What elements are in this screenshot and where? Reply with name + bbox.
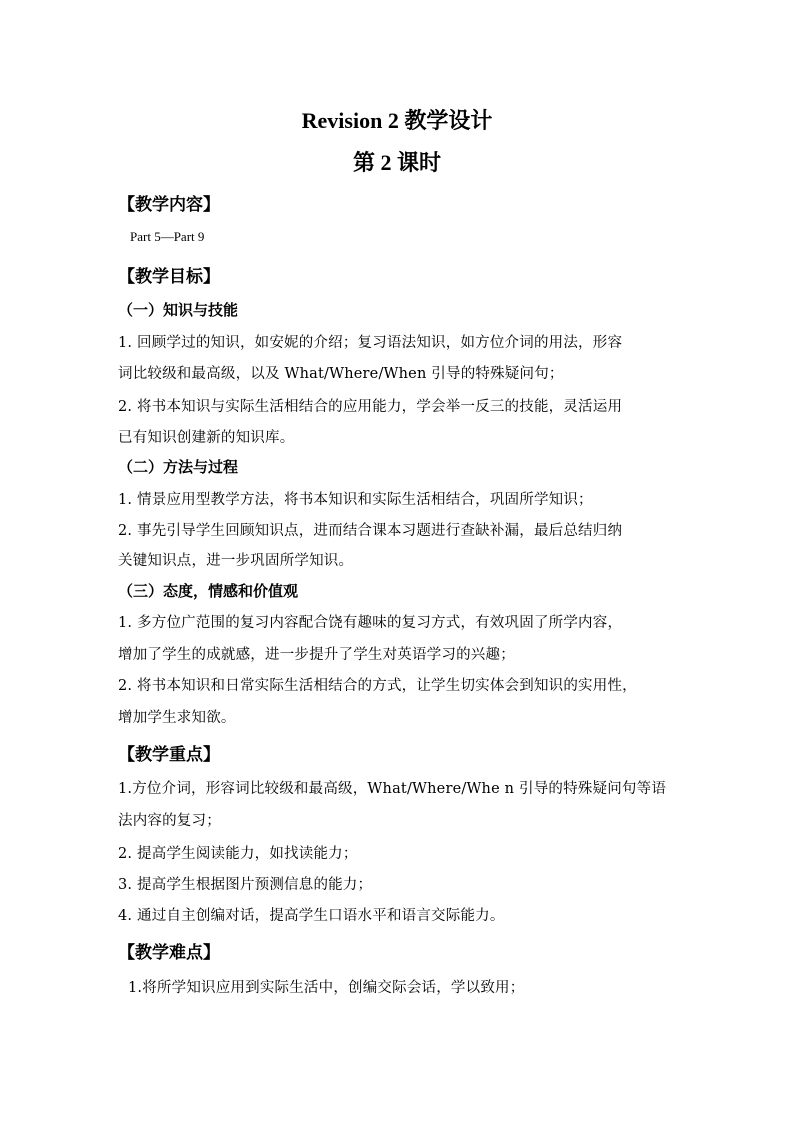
knowledge-line: 已有知识创建新的知识库。	[118, 430, 295, 446]
attitude-line: 2. 将书本知识和日常实际生活相结合的方式，让学生切实体会到知识的实用性，	[118, 678, 637, 694]
key-points-heading: 【教学重点】	[118, 745, 220, 765]
method-line: 1. 情景应用型教学方法，将书本知识和实际生活相结合，巩固所学知识；	[118, 492, 593, 508]
knowledge-heading: （一）知识与技能	[118, 301, 239, 319]
method-line: 关键知识点，进一步巩固所学知识。	[118, 553, 354, 569]
method-line: 2. 事先引导学生回顾知识点，进而结合课本习题进行查缺补漏，最后总结归纳	[118, 523, 623, 539]
attitude-heading: （三）态度，情感和价值观	[118, 582, 299, 600]
document-title: Revision 2 教学设计	[301, 108, 493, 133]
difficulties-heading: 【教学难点】	[118, 943, 220, 963]
method-heading: （二）方法与过程	[118, 458, 239, 476]
key-point-line: 4. 通过自主创编对话，提高学生口语水平和语言交际能力。	[118, 908, 505, 924]
knowledge-line: 词比较级和最高级，以及 What/Where/When 引导的特殊疑问句；	[118, 366, 564, 382]
content-heading: 【教学内容】	[118, 195, 220, 215]
content-text: Part 5—Part 9	[130, 229, 205, 244]
knowledge-line: 1. 回顾学过的知识，如安妮的介绍；复习语法知识，如方位介词的用法，形容	[118, 335, 623, 351]
key-point-line: 2. 提高学生阅读能力，如找读能力；	[118, 846, 358, 862]
goals-heading: 【教学目标】	[118, 267, 220, 287]
attitude-line: 增加学生求知欲。	[118, 710, 236, 726]
key-point-line: 3. 提高学生根据图片预测信息的能力；	[118, 877, 373, 893]
attitude-line: 1. 多方位广范围的复习内容配合饶有趣味的复习方式，有效巩固了所学内容，	[118, 615, 623, 631]
difficulty-line: 1.将所学知识应用到实际生活中，创编交际会话，学以致用；	[128, 980, 525, 996]
key-point-line: 1.方位介词，形容词比较级和最高级，What/Where/Whe n 引导的特殊疑问句等语	[118, 781, 667, 797]
knowledge-line: 2. 将书本知识与实际生活相结合的应用能力，学会举一反三的技能，灵活运用	[118, 399, 623, 415]
document-subtitle: 第 2 课时	[352, 150, 441, 175]
key-point-line: 法内容的复习；	[118, 813, 221, 829]
attitude-line: 增加了学生的成就感，进一步提升了学生对英语学习的兴趣；	[118, 647, 515, 663]
